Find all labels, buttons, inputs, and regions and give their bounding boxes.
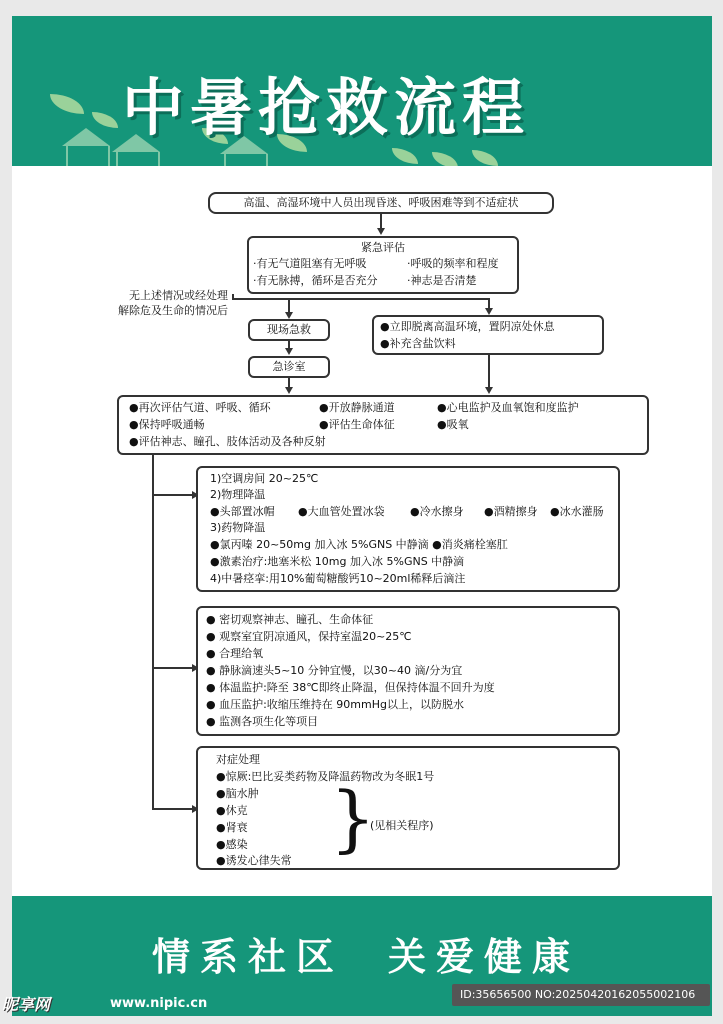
- treatment-line: ●大血管处置冰袋: [298, 505, 385, 518]
- reassess-item: ●开放静脉通道: [319, 401, 395, 414]
- treatment-line: 3)药物降温: [210, 521, 266, 534]
- watermark-url: www.nipic.cn: [110, 996, 208, 1011]
- leaf-icon: [432, 152, 458, 166]
- assessment-item: ·呼吸的频率和程度: [407, 257, 499, 270]
- treatment-line: 2)物理降温: [210, 488, 266, 501]
- side-note-line: 无上述情况或经处理: [129, 289, 228, 302]
- reassess-item: ●吸氧: [437, 418, 469, 431]
- connector: [152, 667, 194, 669]
- leaf-icon: [392, 148, 418, 164]
- leaf-icon: [92, 112, 118, 128]
- cooling-measures-box: [372, 315, 604, 355]
- treatment-line: ●酒精擦身: [484, 505, 538, 518]
- reassess-item: ●再次评估气道、呼吸、循环: [129, 401, 271, 414]
- symptomatic-treatment-box: [196, 746, 620, 870]
- observation-box: [196, 606, 620, 736]
- header-banner: [12, 16, 712, 166]
- slogan-right: 关爱健康: [388, 934, 581, 979]
- brace-icon: }: [330, 776, 376, 860]
- emergency-room-box: 急诊室: [248, 356, 330, 378]
- connector: [152, 808, 194, 810]
- arrow-down-icon: [485, 387, 493, 394]
- arrow-down-icon: [285, 312, 293, 319]
- house-icon: [224, 154, 268, 166]
- observation-item: ● 合理给氧: [206, 647, 264, 660]
- assessment-item: ·有无气道阻塞有无呼吸: [253, 257, 367, 270]
- treatment-line: 4)中暑痉挛:用10%葡萄糖酸钙10~20ml稀释后滴注: [210, 572, 466, 585]
- slogan-left: 情系社区: [152, 934, 345, 979]
- page-title: 中暑抢救流程: [122, 71, 531, 144]
- symptom-item: ●肾衰: [216, 821, 248, 834]
- side-note-line: 解除危及生命的情况后: [118, 304, 228, 317]
- observation-item: ● 体温监护:降至 38℃即终止降温，但保持体温不回升为度: [206, 681, 495, 694]
- observation-item: ● 密切观察神志、瞳孔、生命体征: [206, 613, 374, 626]
- house-icon: [116, 152, 160, 166]
- symptom-title: 对症处理: [216, 753, 260, 766]
- treatment-line: ●激素治疗:地塞米松 10mg 加入冰 5%GNS 中静滴: [210, 555, 465, 568]
- reassess-item: ●评估生命体征: [319, 418, 395, 431]
- house-icon: [66, 146, 110, 166]
- observation-item: ● 静脉滴速头5~10 分钟宜慢，以30~40 滴/分为宜: [206, 664, 463, 677]
- symptom-item: ●脑水肿: [216, 787, 259, 800]
- image-id-label: ID:35656500 NO:20250420162055002106: [452, 984, 710, 1006]
- arrow-down-icon: [377, 228, 385, 235]
- onsite-rescue-box: 现场急救: [248, 319, 330, 341]
- assessment-item: ·神志是否清楚: [407, 274, 477, 287]
- symptom-item: ●诱发心律失常: [216, 854, 292, 867]
- connector: [152, 455, 154, 808]
- treatment-line: 1)空调房间 20~25℃: [210, 472, 319, 485]
- arrow-down-icon: [485, 308, 493, 315]
- house-icon: [62, 128, 110, 146]
- cooling-treatment-box: [196, 466, 620, 592]
- related-procedure-note: (见相关程序): [370, 819, 434, 832]
- symptom-item: ●惊厥:巴比妥类药物及降温药物改为冬眠1号: [216, 770, 435, 783]
- reassess-item: ●保持呼吸通畅: [129, 418, 205, 431]
- treatment-line: ●头部置冰帽: [210, 505, 275, 518]
- connector: [488, 355, 490, 389]
- observation-item: ● 监测各项生化等项目: [206, 715, 319, 728]
- symptom-item: ●休克: [216, 804, 248, 817]
- measure-item: ●立即脱离高温环境，置阴凉处休息: [380, 320, 555, 333]
- observation-item: ● 观察室宜阴凉通风，保持室温20~25℃: [206, 630, 412, 643]
- reassess-item: ●心电监护及血氧饱和度监护: [437, 401, 579, 414]
- reassessment-box: [117, 395, 649, 455]
- treatment-line: ●冷水擦身: [410, 505, 464, 518]
- arrow-down-icon: [285, 348, 293, 355]
- arrow-down-icon: [285, 387, 293, 394]
- leaf-icon: [50, 94, 84, 114]
- connector: [232, 298, 490, 300]
- connector: [152, 494, 194, 496]
- trigger-box: 高温、高湿环境中人员出现昏迷、呼吸困难等到不适症状: [208, 192, 554, 214]
- measure-item: ●补充含盐饮料: [380, 337, 456, 350]
- side-note: [98, 288, 228, 318]
- assessment-item: ·有无脉搏，循环是否充分: [253, 274, 378, 287]
- poster: [12, 16, 712, 1016]
- treatment-line: ●氯丙嗪 20~50mg 加入冰 5%GNS 中静滴 ●消炎痛栓塞肛: [210, 538, 508, 551]
- leaf-icon: [472, 150, 498, 166]
- observation-item: ● 血压监护:收缩压维持在 90mmHg以上，以防脱水: [206, 698, 464, 711]
- assessment-title: 紧急评估: [361, 241, 405, 254]
- reassess-item: ●评估神志、瞳孔、肢体活动及各种反射: [129, 435, 326, 448]
- symptom-item: ●感染: [216, 838, 248, 851]
- watermark-brand: 昵享网: [2, 995, 51, 1014]
- treatment-line: ●冰水灌肠: [550, 505, 604, 518]
- emergency-assessment-box: [247, 236, 519, 294]
